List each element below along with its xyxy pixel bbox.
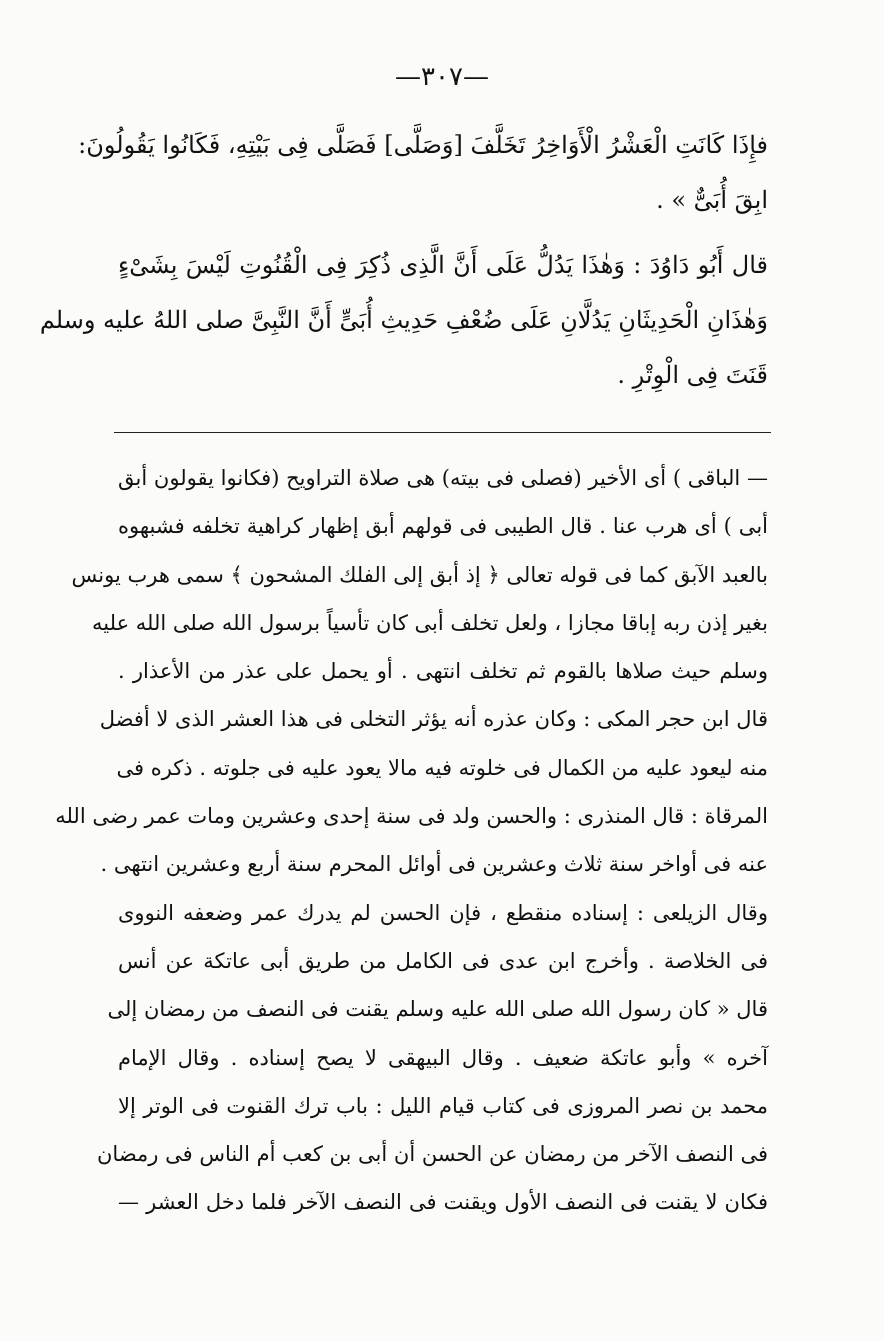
main-line-3: قال أَبُو دَاوُدَ : وَهٰذَا يَدُلُّ عَلَى أَنَّ الَّذِى ذُكِرَ فِى الْقُنُوتِ لَيْسَ بِشَىْءٍ [118, 251, 768, 279]
footnote-line-15: فى النصف الآخر من رمضان عن الحسن أن أبى بن كعب أم الناس فى رمضان [97, 1142, 768, 1167]
footnote-line-12: قال « كان رسول الله صلى الله عليه وسلم يقنت فى النصف من رمضان إلى [107, 997, 768, 1022]
paragraph-1 [78, 118, 768, 228]
footnote-line-11: فى الخلاصة . وأخرج ابن عدى فى الكامل من طريق أبى عاتكة عن أنس [118, 948, 768, 973]
hadith-text [39, 118, 768, 403]
footnote-line-16: فكان لا يقنت فى النصف الأول ويقنت فى النصف الآخر فلما دخل العشر — [118, 1190, 768, 1215]
paragraph-2 [39, 238, 768, 403]
footnote-line-1: — الباقى ) أى الأخير (فصلى فى بيته) هى صلاة التراويح (فكانوا يقولون أبق [118, 466, 768, 490]
page-number: —٣٠٧— [395, 62, 489, 92]
footnote-line-9: عنه فى أواخر سنة ثلاث وعشرين فى أوائل المحرم سنة أربع وعشرين انتهى . [100, 852, 768, 877]
footnote-line-2: أبى ) أى هرب عنا . قال الطيبى فى قولهم أبق إظهار كراهية تخلفه فشبهوه [118, 514, 768, 539]
footnote-line-7: منه ليعود عليه من الكمال فى خلوته فيه مالا يعود عليه فى جلوته . ذكره فى [116, 755, 768, 780]
main-line-5: قَنَتَ فِى الْوِتْرِ . [617, 361, 768, 389]
footnote-line-10: وقال الزيلعى : إسناده منقطع ، فإن الحسن لم يدرك عمر وضعفه النووى [118, 900, 768, 925]
footnote-divider [114, 432, 771, 433]
main-line-4: وَهٰذَانِ الْحَدِيثَانِ يَدُلَّانِ عَلَى ضُعْفِ حَدِيثِ أُبَىٍّ أَنَّ النَّبِىَّ صلى اللهُ عليه وسلم [39, 306, 768, 334]
footnote-line-6: قال ابن حجر المكى : وكان عذره أنه يؤثر التخلى فى هذا العشر الذى لا أفضل [99, 707, 768, 732]
main-line-2: ابِقَ أُبَىٌّ » . [656, 186, 768, 214]
main-line-1: فإِذَا كَانَتِ الْعَشْرُ الْأَوَاخِرُ تَخَلَّفَ [وَصَلَّى] فَصَلَّى فِى بَيْتِهِ، فَكَانُوا يَقُولُونَ: [78, 131, 768, 159]
footnote-line-5: وسلم حيث صلاها بالقوم ثم تخلف انتهى . أو يحمل على عذر من الأعذار . [118, 659, 768, 684]
footnote-line-4: بغير إذن ربه إباقا مجازا ، ولعل تخلف أبى كان تأسياً برسول الله صلى الله عليه [92, 610, 768, 635]
footnote-line-8: المرقاة : قال المنذرى : والحسن ولد فى سنة إحدى وعشرين ومات عمر رضى الله [55, 804, 768, 829]
footnote-line-14: محمد بن نصر المروزى فى كتاب قيام الليل : باب ترك القنوت فى الوتر إلا [118, 1093, 768, 1118]
footnote-line-13: آخره » وأبو عاتكة ضعيف . وقال البيهقى لا يصح إسناده . وقال الإمام [118, 1045, 768, 1070]
footnote-line-3: بالعبد الآبق كما فى قوله تعالى ﴿ إذ أبق إلى الفلك المشحون ﴾ سمى هرب يونس [71, 562, 768, 587]
commentary-footnote [55, 454, 768, 1227]
